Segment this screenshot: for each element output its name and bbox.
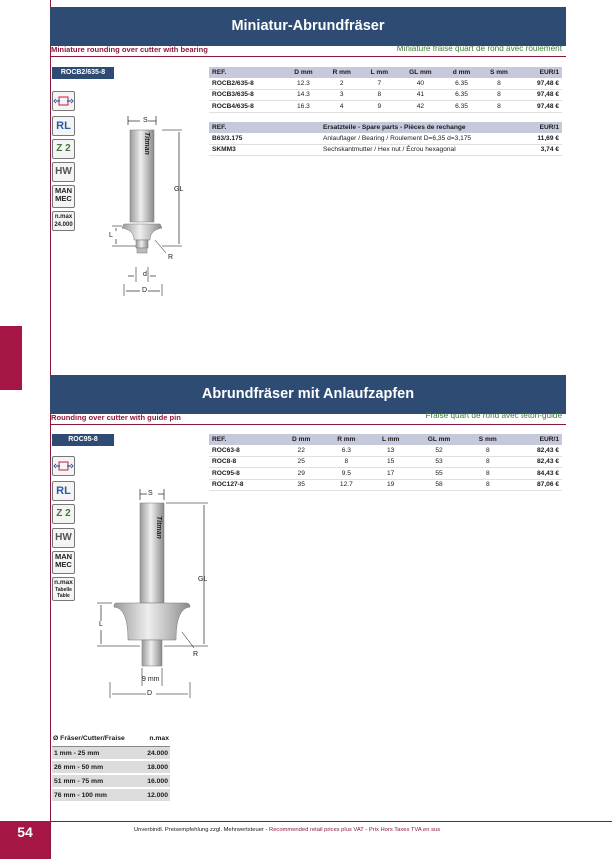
- nmax-icon: [52, 577, 75, 601]
- cell: 29: [279, 468, 324, 480]
- footer-en: Recommended retail prices plus VAT: [269, 827, 364, 833]
- dim-d-small-1: d: [143, 271, 147, 278]
- cell-ref: B63/3.175: [209, 133, 320, 144]
- col-r: R mm: [324, 434, 369, 445]
- cell-speed: 24.000: [140, 747, 170, 761]
- hw-icon: HW: [52, 162, 75, 182]
- cell-description: Sechskantmutter / Hex nut / Écrou hexagonal: [320, 144, 525, 156]
- cell-speed: 18.000: [140, 760, 170, 774]
- cell: 8: [480, 78, 518, 89]
- cell-price: 82,43 €: [510, 445, 562, 456]
- section2-title: Abrundfräser mit Anlaufzapfen: [50, 375, 566, 414]
- brand-logo-1: [140, 132, 150, 172]
- cell-ref: SKMM3: [209, 144, 320, 156]
- dim-gl-1: GL: [174, 186, 184, 193]
- cell-price: 3,74 €: [525, 144, 562, 156]
- col-ref: REF.: [209, 67, 284, 78]
- footer-fr: Prix Hors Taxes TVA en sus: [368, 827, 441, 833]
- page-number: 54: [0, 821, 50, 859]
- dim-s-2: S: [148, 490, 153, 497]
- cell: 14.3: [284, 89, 322, 101]
- cell: 6.3: [324, 445, 369, 456]
- table-row: [209, 101, 562, 113]
- cell-price: 82,43 €: [510, 456, 562, 468]
- cell: 58: [412, 479, 465, 491]
- rl-icon: RL: [52, 481, 75, 501]
- cell-ref: ROCB3/635-8: [209, 89, 284, 101]
- z2-icon: Z 2: [52, 139, 75, 159]
- cell-range: 26 mm - 50 mm: [52, 760, 140, 774]
- footer-divider: [50, 821, 612, 822]
- man-mec-icon: [52, 185, 75, 208]
- col-price: EUR/1: [510, 434, 562, 445]
- nmax-sub-en: Table: [57, 593, 70, 599]
- table-row: [52, 760, 170, 774]
- nmax-label: n.max: [54, 214, 73, 220]
- cell: 8: [466, 445, 510, 456]
- mec-label: MEC: [55, 560, 72, 569]
- cell: 42: [398, 101, 443, 113]
- side-tab: [0, 326, 22, 390]
- cell: 8: [466, 479, 510, 491]
- col-description: Ersatzteile - Spare parts - Pièces de rechange: [320, 122, 525, 133]
- nmax-sub-de: Tabelle: [55, 587, 72, 593]
- dim-s-1: S: [143, 117, 148, 124]
- mec-label: MEC: [55, 194, 72, 203]
- speed-table: [52, 731, 170, 803]
- cell-speed: 12.000: [140, 788, 170, 802]
- nmax-icon: [52, 211, 75, 231]
- cell: 40: [398, 78, 443, 89]
- cell: 17: [369, 468, 413, 480]
- man-mec-icon: [52, 551, 75, 574]
- cell-range: 1 mm - 25 mm: [52, 747, 140, 761]
- spare-parts-table: [209, 122, 562, 156]
- cell: 8: [466, 468, 510, 480]
- col-nmax: n.max: [140, 731, 170, 747]
- section1-title: Miniatur-Abrundfräser: [50, 7, 566, 46]
- nmax-label: n.max: [54, 579, 73, 586]
- cell: 19: [369, 479, 413, 491]
- col-l: L mm: [361, 67, 398, 78]
- cell-ref: ROC8-8: [209, 456, 279, 468]
- table-row: [209, 89, 562, 101]
- cell-ref: ROCB2/635-8: [209, 78, 284, 89]
- cell: 8: [324, 456, 369, 468]
- cell: 53: [412, 456, 465, 468]
- section1-product-table: [209, 67, 562, 113]
- cell: 9.5: [324, 468, 369, 480]
- cell: 7: [361, 78, 398, 89]
- footer-sep: -: [363, 827, 369, 833]
- col-s: S mm: [480, 67, 518, 78]
- table-row: [209, 133, 562, 144]
- cell-range: 76 mm - 100 mm: [52, 788, 140, 802]
- cell-price: 87,06 €: [510, 479, 562, 491]
- cell: 55: [412, 468, 465, 480]
- table-row: [52, 774, 170, 788]
- cell-price: 97,48 €: [518, 101, 562, 113]
- cell-price: 97,48 €: [518, 78, 562, 89]
- brand-logo-2: [152, 516, 162, 556]
- footer-note: [134, 827, 440, 833]
- cell-speed: 16.000: [140, 774, 170, 788]
- cell: 8: [480, 89, 518, 101]
- col-d: D mm: [284, 67, 322, 78]
- cell: 15: [369, 456, 413, 468]
- cell-ref: ROCB4/635-8: [209, 101, 284, 113]
- page-frame-line: [50, 0, 51, 859]
- col-price: EUR/1: [525, 122, 562, 133]
- cell: 6.35: [443, 78, 480, 89]
- footer-sep: -: [263, 827, 270, 833]
- man-label: MAN: [54, 186, 73, 195]
- brand-logo-text-2: Titman: [155, 516, 162, 539]
- brand-logo-text-1: Titman: [143, 132, 150, 155]
- cell: 35: [279, 479, 324, 491]
- table-header-row: [52, 731, 170, 747]
- section1-subtitle-en: Miniature rounding over cutter with bearing: [51, 45, 208, 54]
- z2-icon: Z 2: [52, 504, 75, 524]
- cell: 22: [279, 445, 324, 456]
- cell: 13: [369, 445, 413, 456]
- dim-d-large-1: D: [142, 287, 148, 294]
- cell-price: 97,48 €: [518, 89, 562, 101]
- col-l: L mm: [369, 434, 413, 445]
- dim-l-2: L: [99, 621, 103, 628]
- table-row: [52, 788, 170, 802]
- cell: 52: [412, 445, 465, 456]
- cell: 8: [466, 456, 510, 468]
- table-row: [209, 144, 562, 156]
- cell-range: 51 mm - 75 mm: [52, 774, 140, 788]
- cell: 6.35: [443, 89, 480, 101]
- rotation-direction-icon: [52, 91, 75, 111]
- cell-ref: ROC63-8: [209, 445, 279, 456]
- table-header-row: [209, 434, 562, 445]
- cell: 8: [361, 89, 398, 101]
- section2-code-badge: ROC95-8: [52, 434, 114, 446]
- col-r: R mm: [323, 67, 361, 78]
- cell: 2: [323, 78, 361, 89]
- table-row: [209, 456, 562, 468]
- hw-icon: HW: [52, 528, 75, 548]
- nmax-value: 24.000: [54, 222, 73, 228]
- col-ref: REF.: [209, 122, 320, 133]
- dim-r-2: R: [193, 651, 199, 658]
- cell: 12.7: [324, 479, 369, 491]
- section2-product-table: [209, 434, 562, 491]
- col-ref: REF.: [209, 434, 279, 445]
- cell-price: 84,43 €: [510, 468, 562, 480]
- section1-subtitle-fr: Miniature fraise quart de rond avec roulement: [396, 44, 562, 53]
- table-row: [209, 479, 562, 491]
- cell-description: Anlauflager / Bearing / Roulement D=6,35 d=3,175: [320, 133, 525, 144]
- cell: 8: [480, 101, 518, 113]
- section1-divider: [50, 56, 566, 57]
- col-dsmall: d mm: [443, 67, 480, 78]
- col-gl: GL mm: [398, 67, 443, 78]
- col-diameter: Ø Fräser/Cutter/Fraise: [52, 731, 140, 747]
- table-row: [52, 747, 170, 761]
- section2-subtitle-en: Rounding over cutter with guide pin: [51, 413, 181, 422]
- cell: 16.3: [284, 101, 322, 113]
- table-row: [209, 78, 562, 89]
- cell: 41: [398, 89, 443, 101]
- dim-pin-2: 9 mm: [142, 676, 160, 683]
- col-gl: GL mm: [412, 434, 465, 445]
- col-s: S mm: [466, 434, 510, 445]
- col-price: EUR/1: [518, 67, 562, 78]
- cell: 6.35: [443, 101, 480, 113]
- col-d: D mm: [279, 434, 324, 445]
- footer-de: Unverbindl. Preisempfehlung zzgl. Mehrwertsteuer: [134, 827, 264, 833]
- cutter-drawing-1: [100, 112, 200, 298]
- cell-ref: ROC127-8: [209, 479, 279, 491]
- dim-l-1: L: [109, 232, 113, 239]
- rl-icon: RL: [52, 116, 75, 136]
- section2-subtitle-fr: Fraise quart de rond avec téton-guide: [425, 411, 562, 420]
- section1-code-badge: ROCB2/635-8: [52, 67, 114, 79]
- cell-ref: ROC95-8: [209, 468, 279, 480]
- cell: 9: [361, 101, 398, 113]
- table-row: [209, 445, 562, 456]
- cell: 3: [323, 89, 361, 101]
- dim-r-1: R: [168, 254, 174, 261]
- cell: 25: [279, 456, 324, 468]
- cell-price: 11,69 €: [525, 133, 562, 144]
- cell: 4: [323, 101, 361, 113]
- dim-d-2: D: [147, 690, 153, 697]
- cell: 12.3: [284, 78, 322, 89]
- table-header-row: [209, 67, 562, 78]
- table-row: [209, 468, 562, 480]
- dim-gl-2: GL: [198, 576, 208, 583]
- man-label: MAN: [54, 552, 73, 561]
- section2-divider: [50, 424, 566, 425]
- table-header-row: [209, 122, 562, 133]
- rotation-direction-icon: [52, 456, 75, 476]
